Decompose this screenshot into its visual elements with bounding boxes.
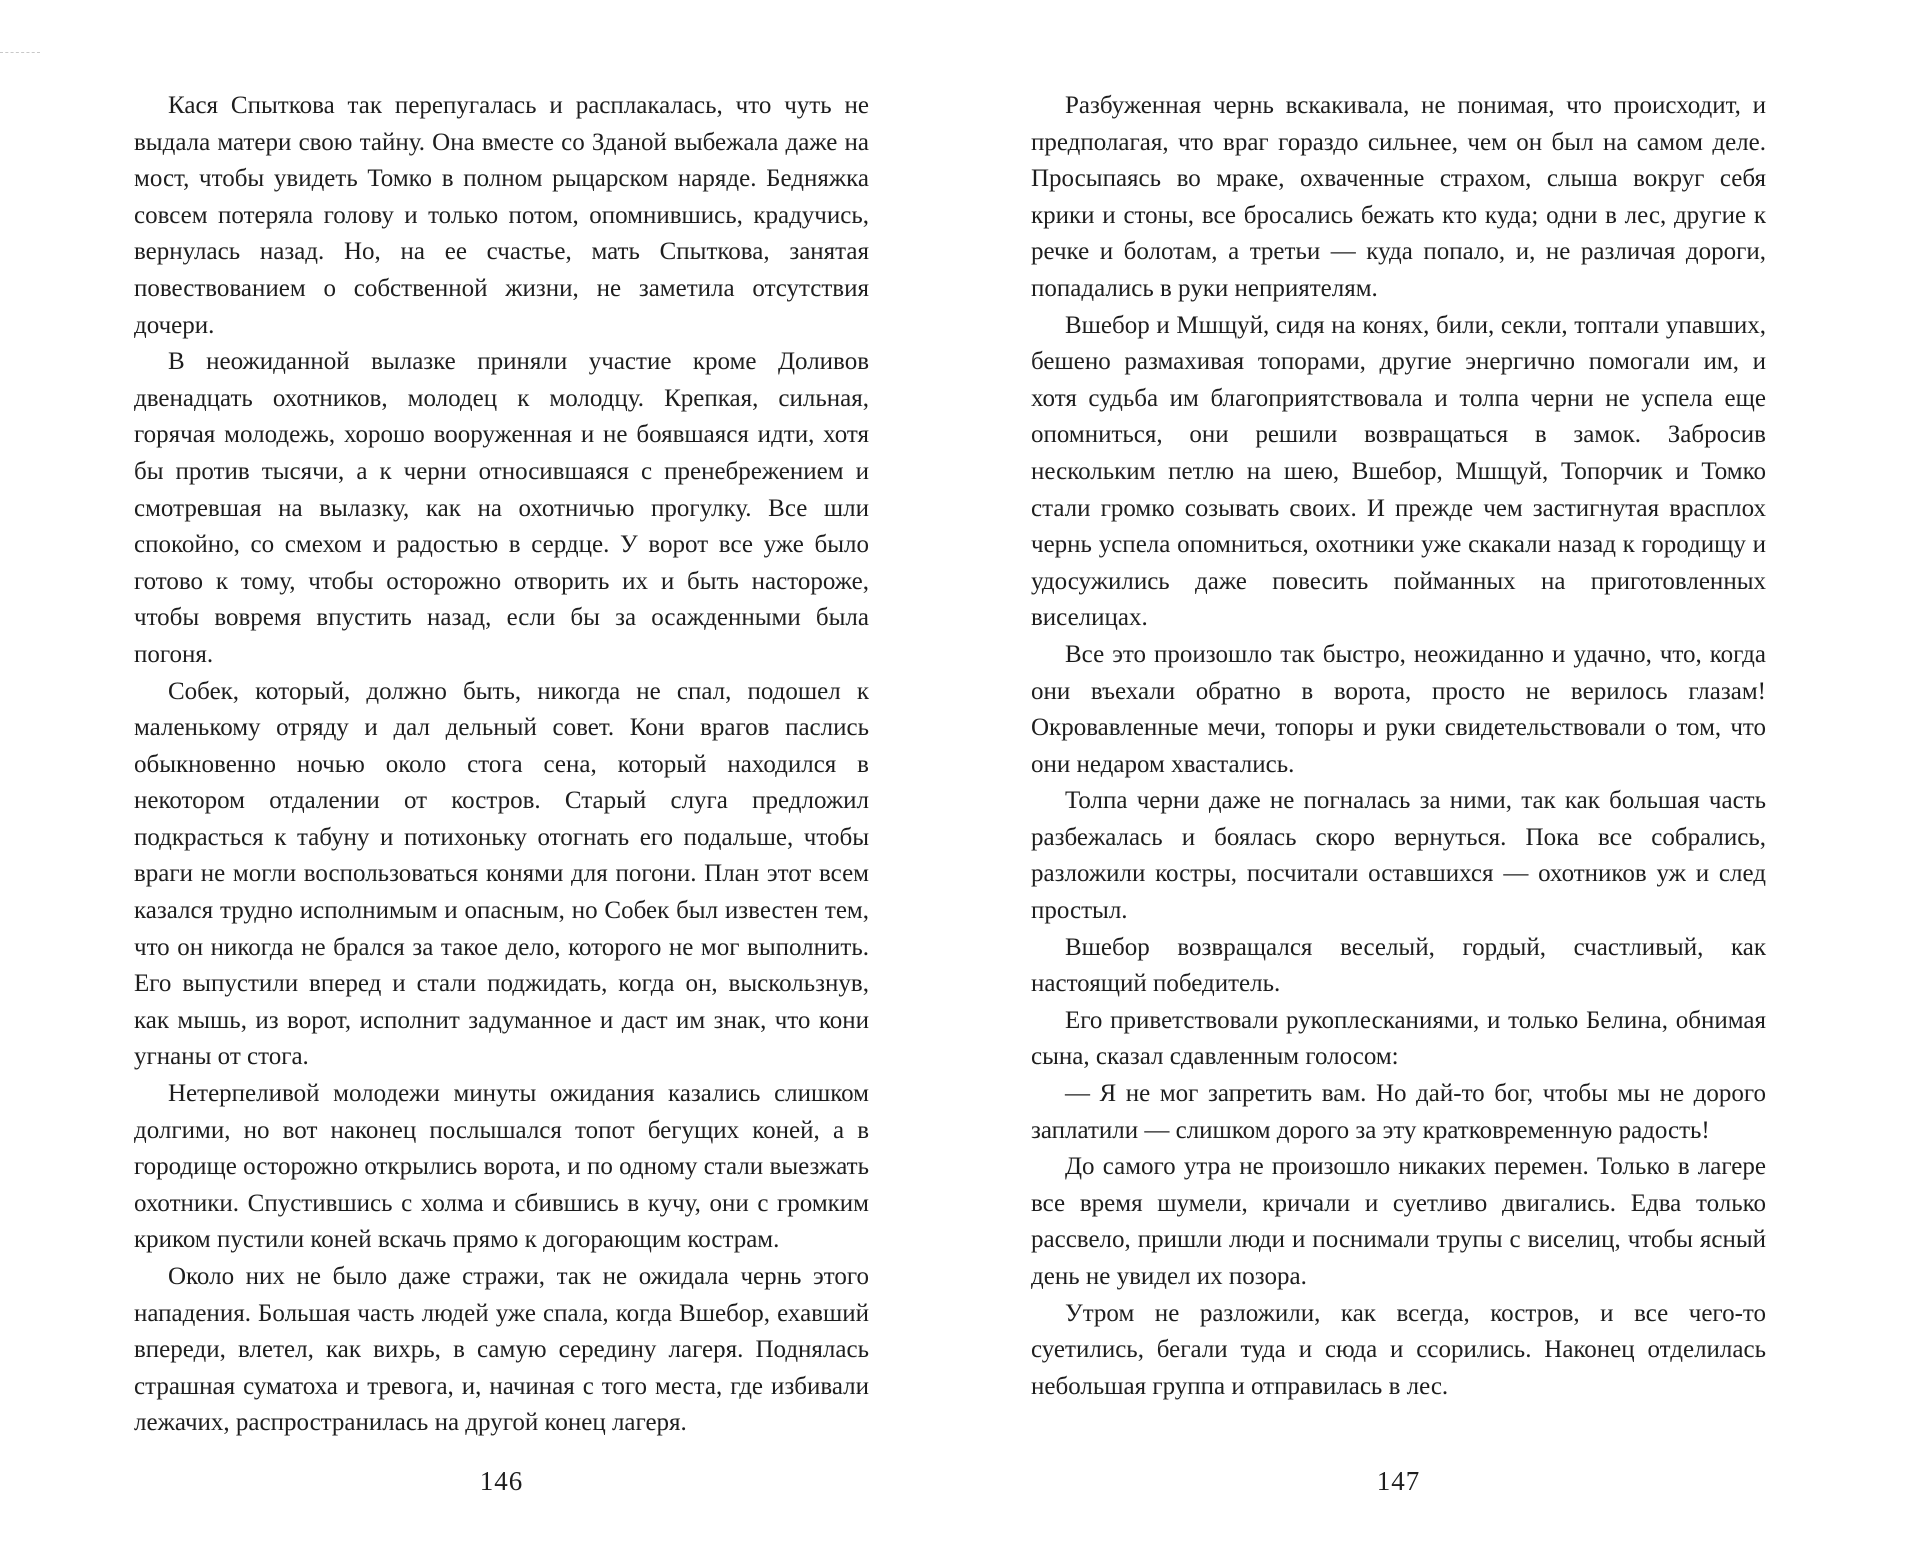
paragraph: Вшебор и Мшщуй, сидя на конях, били, секли, топтали упавших, бешено размахивая топорами, другие энергично помогали им, и хотя судьба им благоприятствовала и толпа черни не успела еще опомниться, они решили возвращаться в замок. Забросив нескольким петлю на шею, Вшебор, Мшщуй, Топорчик и Томко стали громко созывать своих. И прежде чем застигнутая врасплох чернь успела опомниться, охотники уже скакали назад к городищу и удосужились даже повесить пойманных на приготовленных виселицах.	[1031, 311, 1766, 632]
page-number-right: 147	[1376, 1466, 1421, 1496]
left-page-text	[134, 88, 869, 1442]
paragraph: Все это произошло так быстро, неожиданно и удачно, что, когда они въехали обратно в ворота, просто не верилось глазам! Окровавленные мечи, топоры и руки свидетельствовали о том, что они недаром хвастались.	[1031, 640, 1766, 778]
paragraph: Кася Спыткова так перепугалась и расплакалась, что чуть не выдала матери свою тайну. Она вместе со Зданой выбежала даже на мост, чтобы увидеть Томко в полном рыцарском наряде. Бедняжка совсем потеряла голову и только потом, опомнившись, крадучись, вернулась назад. Но, на ее счастье, мать Спыткова, занятая повествованием о собственной жизни, не заметила отсутствия дочери.	[134, 92, 869, 339]
page-number-left: 146	[479, 1466, 524, 1496]
paragraph: Нетерпеливой молодежи минуты ожидания казались слишком долгими, но вот наконец послышался топот бегущих коней, а в городище осторожно открылись ворота, и по одному стали выезжать охотники. Спустившись с холма и сбившись в кучу, они с громким криком пустили коней вскачь прямо к догорающим кострам.	[134, 1080, 869, 1254]
paragraph: Разбуженная чернь вскакивала, не понимая, что происходит, и предполагая, что враг гораздо сильнее, чем он был на самом деле. Просыпаясь во мраке, охваченные страхом, слыша вокруг себя крики и стоны, все бросались бежать кто куда; одни в лес, другие к речке и болотам, а третьи — куда попало, и, не различая дороги, попадались в руки неприятелям.	[1031, 92, 1766, 302]
paragraph: Его приветствовали рукоплесканиями, и только Белина, обнимая сына, сказал сдавленным голосом:	[1031, 1006, 1766, 1071]
paragraph: До самого утра не произошло никаких перемен. Только в лагере все время шумели, кричали и суетливо двигались. Едва только рассвело, пришли люди и поснимали трупы с виселиц, чтобы ясный день не увидел их позора.	[1031, 1153, 1766, 1290]
right-page	[1031, 88, 1766, 1496]
paragraph: В неожиданной вылазке приняли участие кроме Доливов двенадцать охотников, молодец к молодцу. Крепкая, сильная, горячая молодежь, хорошо вооруженная и не боявшаяся идти, хотя бы против тысячи, а к черни относившаяся с пренебрежением и смотревшая на вылазку, как на охотничью прогулку. Все шли спокойно, со смехом и радостью в сердце. У ворот все уже было готово к тому, чтобы осторожно отворить их и быть настороже, чтобы вовремя впустить назад, если бы за осажденными была погоня.	[134, 348, 869, 668]
scan-artifact	[0, 52, 40, 53]
paragraph: — Я не мог запретить вам. Но дай-то бог, чтобы мы не дорого заплатили — слишком дорого за эту кратковременную радость!	[1031, 1080, 1766, 1144]
paragraph: Собек, который, должно быть, никогда не спал, подошел к маленькому отряду и дал дельный совет. Кони врагов паслись обыкновенно ночью около стога сена, который находился в некотором отдалении от костров. Старый слуга предложил подкрасться к табуну и потихоньку отогнать его подальше, чтобы враги не могли воспользоваться конями для погони. План этот всем казался трудно исполнимым и опасным, но Собек был известен тем, что он никогда не брался за такое дело, которого не мог выполнить. Его выпустили вперед и стали поджидать, когда он, выскользнув, как мышь, из ворот, исполнит задуманное и даст им знак, что кони угнаны от стога.	[134, 677, 869, 1071]
paragraph: Утром не разложили, как всегда, костров, и все чего-то суетились, бегали туда и сюда и ссорились. Наконец отделилась небольшая группа и отправилась в лес.	[1031, 1299, 1766, 1400]
paragraph: Около них не было даже стражи, так не ожидала чернь этого нападения. Большая часть людей уже спала, когда Вшебор, ехавший впереди, влетел, как вихрь, в самую середину лагеря. Поднялась страшная суматоха и тревога, и, начиная с того места, где избивали лежачих, распространилась на другой конец лагеря.	[134, 1263, 869, 1437]
paragraph: Вшебор возвращался веселый, гордый, счастливый, как настоящий победитель.	[1031, 933, 1766, 998]
paragraph: Толпа черни даже не погналась за ними, так как большая часть разбежалась и боялась скоро вернуться. Пока все собрались, разложили костры, посчитали оставшихся — охотников уж и след простыл.	[1031, 787, 1766, 925]
left-page	[134, 88, 869, 1496]
right-page-text	[1031, 88, 1766, 1405]
